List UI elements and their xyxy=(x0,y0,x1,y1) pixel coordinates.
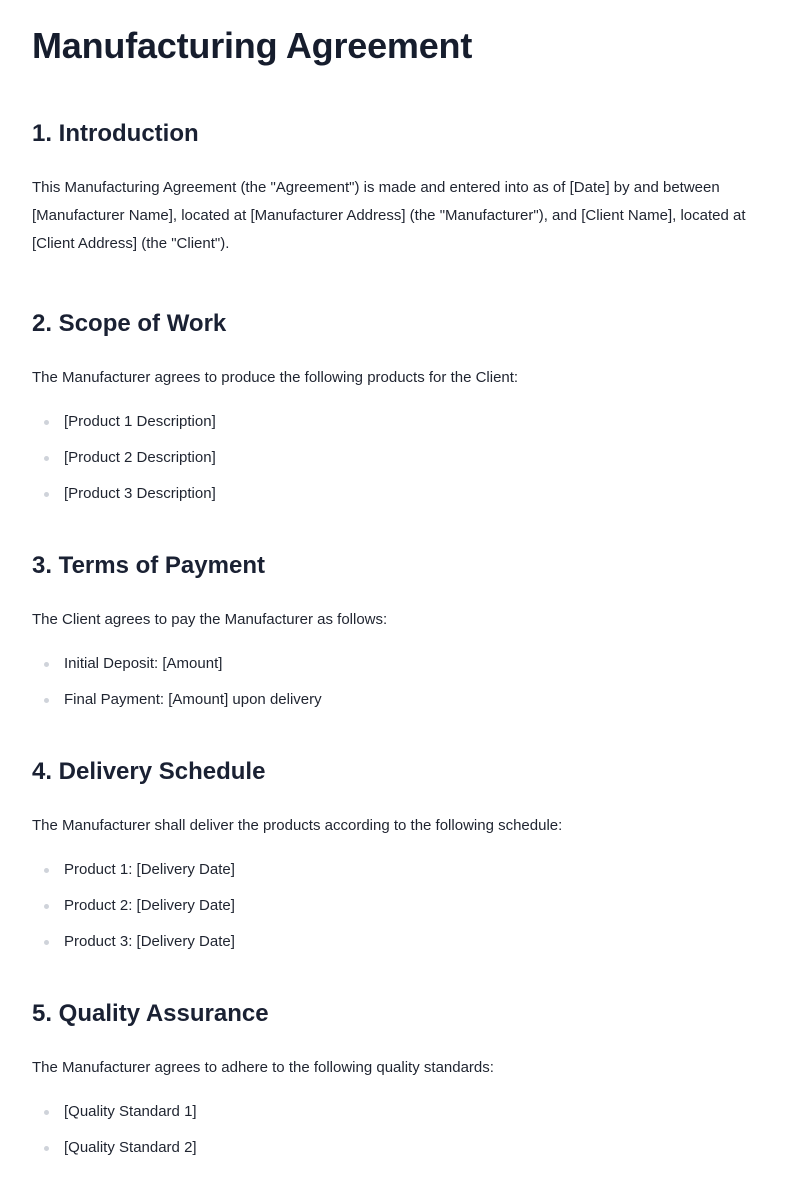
section-heading: 1. Introduction xyxy=(32,120,199,147)
list-item: Initial Deposit: [Amount] xyxy=(32,654,768,674)
section-quality-assurance xyxy=(32,999,768,1158)
list-item: [Product 2 Description] xyxy=(32,448,768,468)
section-heading: 4. Delivery Schedule xyxy=(32,758,266,785)
list-item: Product 1: [Delivery Date] xyxy=(32,860,768,880)
section-scope-of-work xyxy=(32,309,768,504)
list-item: Product 3: [Delivery Date] xyxy=(32,932,768,952)
document-title: Manufacturing Agreement xyxy=(32,25,473,66)
list-item: [Product 1 Description] xyxy=(32,412,768,432)
section-paragraph: The Manufacturer agrees to adhere to the following quality standards: xyxy=(32,1059,494,1076)
delivery-list xyxy=(32,860,768,952)
section-delivery-schedule xyxy=(32,757,768,952)
section-paragraph: The Manufacturer shall deliver the products according to the following schedule: xyxy=(32,817,563,834)
section-terms-of-payment xyxy=(32,551,768,710)
list-item: Final Payment: [Amount] upon delivery xyxy=(32,690,768,710)
section-heading: 5. Quality Assurance xyxy=(32,1000,269,1027)
section-paragraph: The Manufacturer agrees to produce the following products for the Client: xyxy=(32,369,519,386)
quality-standards-list xyxy=(32,1102,768,1158)
list-item: Product 2: [Delivery Date] xyxy=(32,896,768,916)
section-heading: 3. Terms of Payment xyxy=(32,552,265,579)
payment-list xyxy=(32,654,768,710)
list-item: [Product 3 Description] xyxy=(32,484,768,504)
list-item: [Quality Standard 2] xyxy=(32,1138,768,1158)
section-introduction xyxy=(32,119,768,258)
section-paragraph: This Manufacturing Agreement (the "Agreement") is made and entered into as of [Date] by and between [Manufacturer Name], located at [Manufacturer Address] (the "Manufacturer"), and [Client Name], located at [Client Address] (the "Client"). xyxy=(32,179,746,252)
list-item: [Quality Standard 1] xyxy=(32,1102,768,1122)
section-heading: 2. Scope of Work xyxy=(32,310,227,337)
product-list xyxy=(32,412,768,504)
section-paragraph: The Client agrees to pay the Manufacturer as follows: xyxy=(32,611,388,628)
